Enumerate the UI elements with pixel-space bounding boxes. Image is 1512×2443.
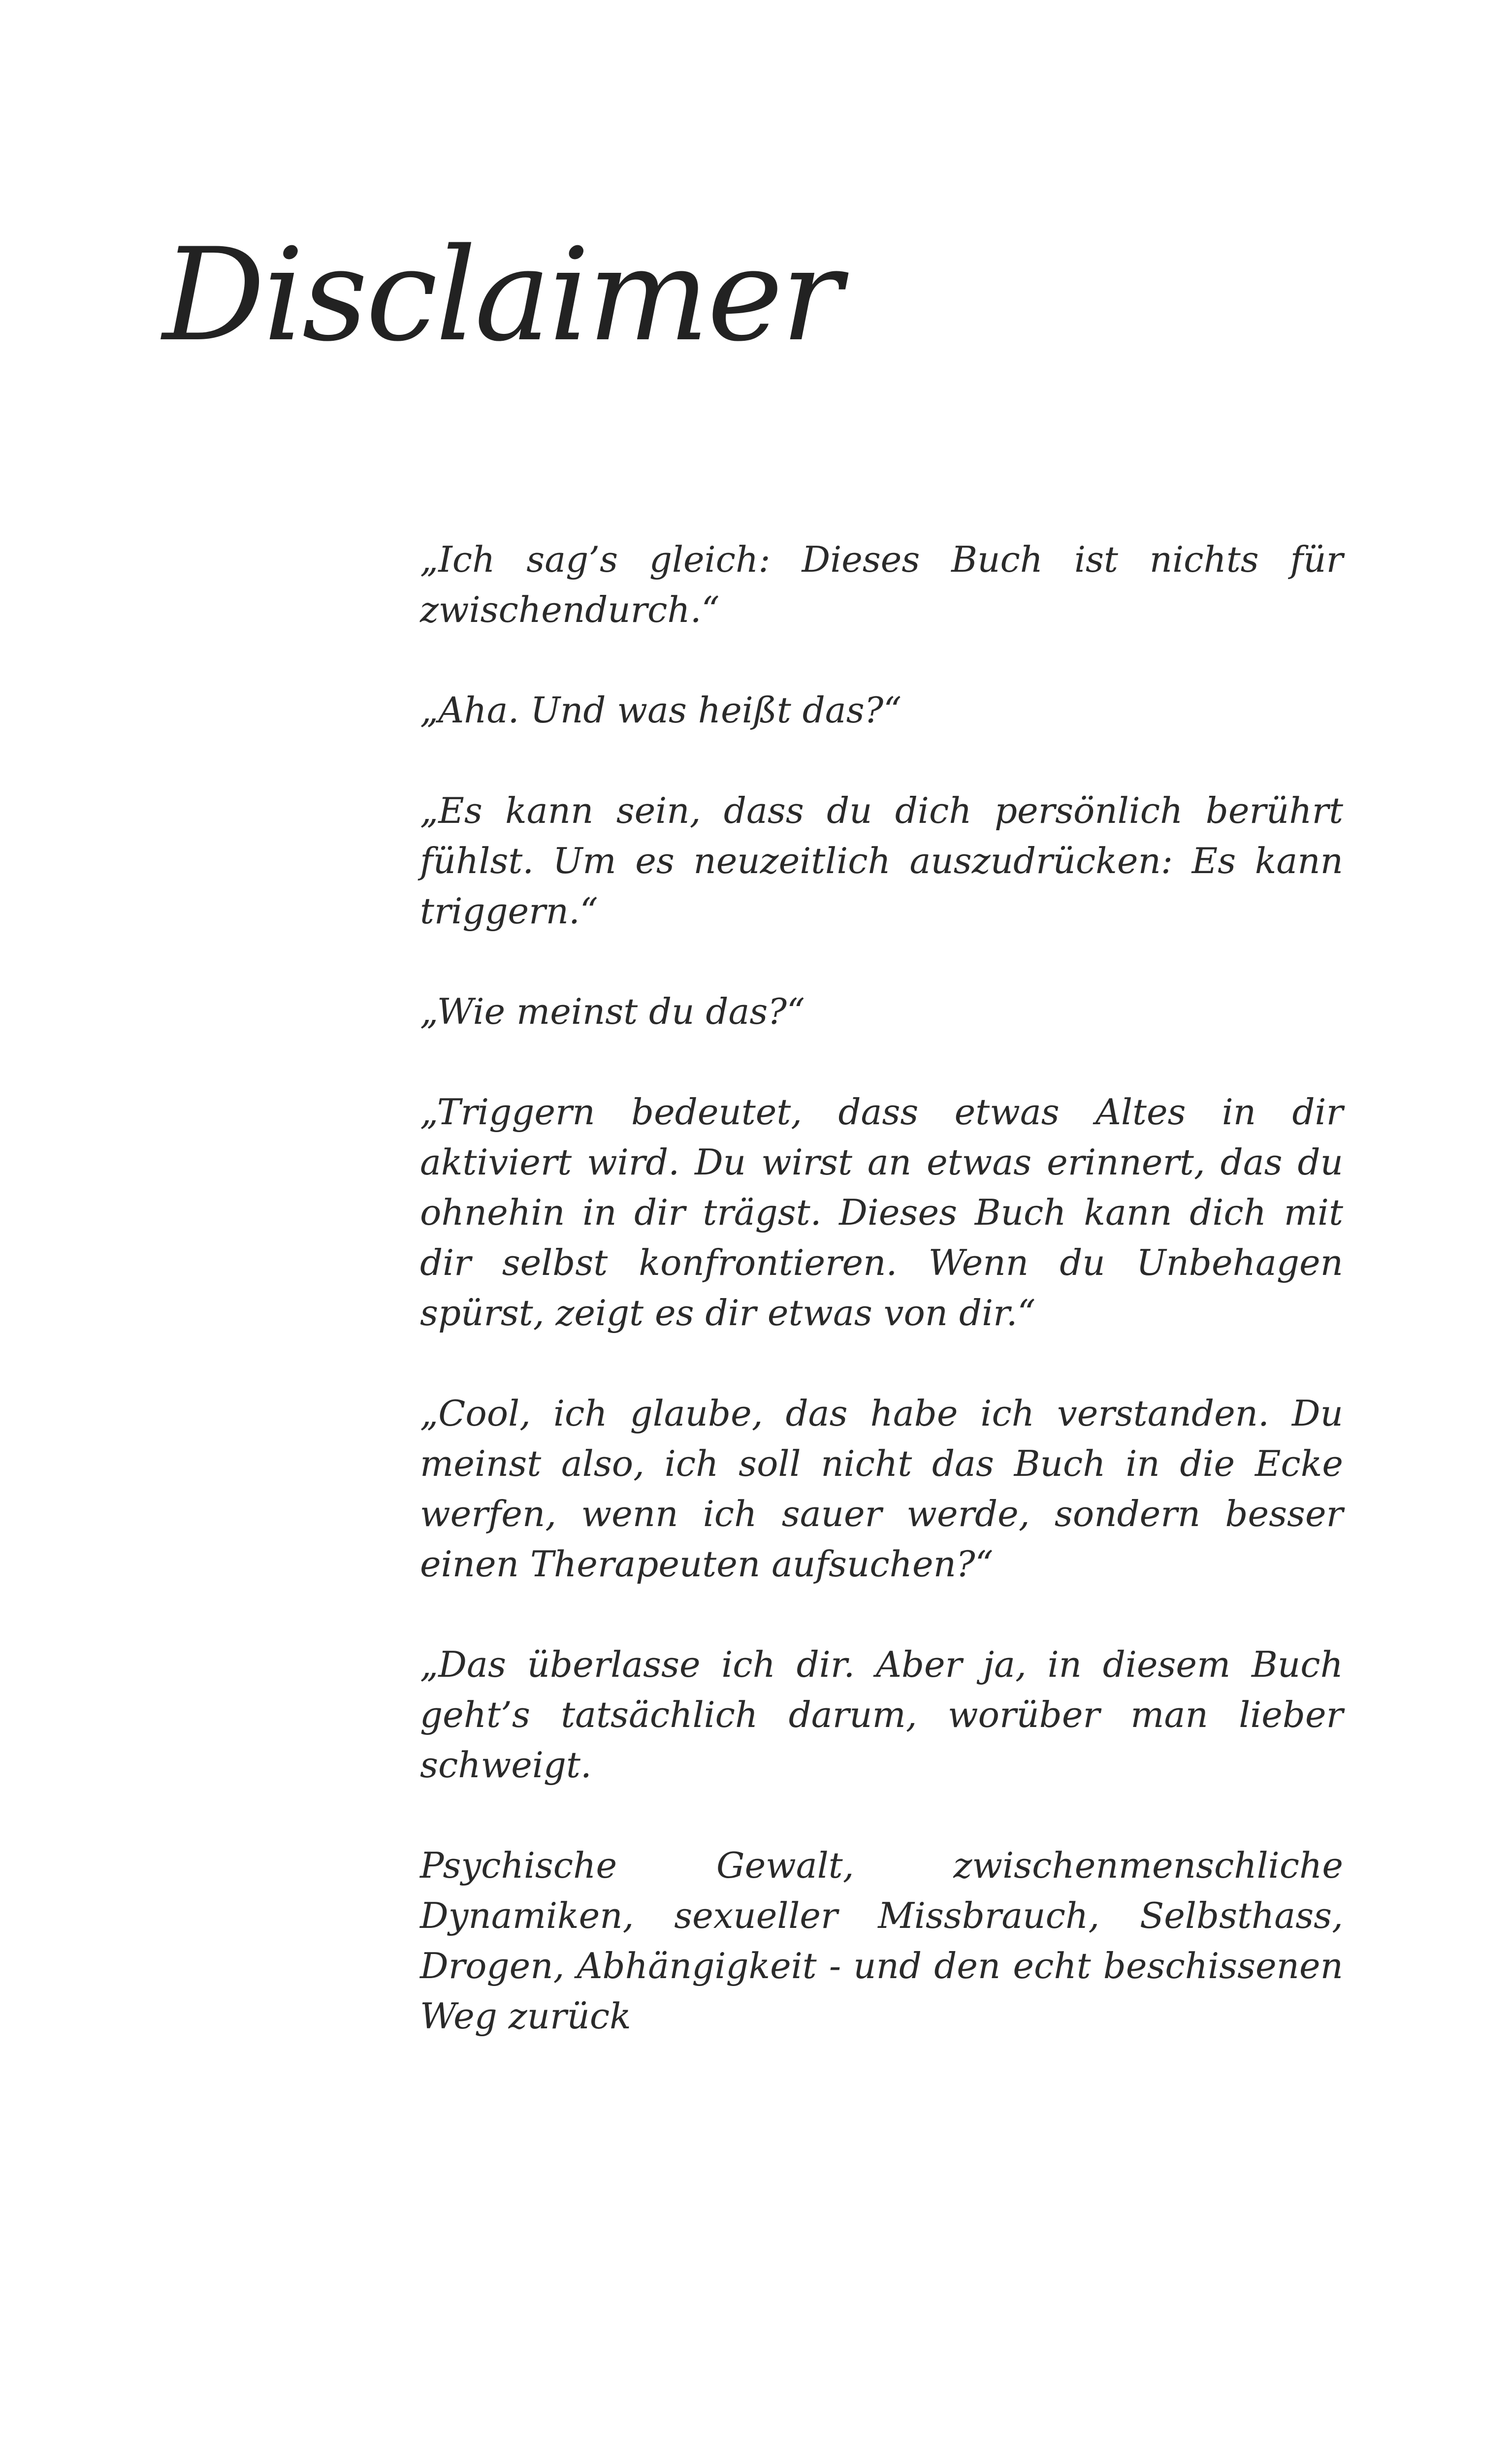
paragraph: „Cool, ich glaube, das habe ich verstanden. Du meinst also, ich soll nicht das Buch in die Ecke werfen, wenn ich sauer werde, sondern besser einen Therapeuten aufsuchen?“ bbox=[420, 1393, 1343, 1585]
paragraph: „Triggern bedeutet, dass etwas Altes in dir aktiviert wird. Du wirst an etwas erinnert, das du ohnehin in dir trägst. Dieses Buch kann dich mit dir selbst konfrontieren. Wenn du Unbehagen spürst, zeigt es dir etwas von dir.“ bbox=[420, 1091, 1343, 1334]
paragraph: „Aha. Und was heißt das?“ bbox=[420, 689, 902, 731]
paragraph: „Wie meinst du das?“ bbox=[420, 991, 805, 1032]
paragraph: „Das überlasse ich dir. Aber ja, in diesem Buch geht’s tatsächlich darum, worüber man lieber schweigt. bbox=[420, 1644, 1343, 1786]
paragraph: „Ich sag’s gleich: Dieses Buch ist nichts für zwischendurch.“ bbox=[420, 539, 1343, 630]
disclaimer-text bbox=[420, 534, 1343, 2041]
page-title: Disclaimer bbox=[162, 221, 840, 370]
paragraph: „Es kann sein, dass du dich persönlich berührt fühlst. Um es neuzeitlich auszudrücken: Es kann triggern.“ bbox=[420, 790, 1343, 932]
paragraph: Psychische Gewalt, zwischenmenschliche Dynamiken, sexueller Missbrauch, Selbsthass, Drogen, Abhängigkeit - und den echt beschissenen Weg zurück bbox=[420, 1845, 1343, 2037]
